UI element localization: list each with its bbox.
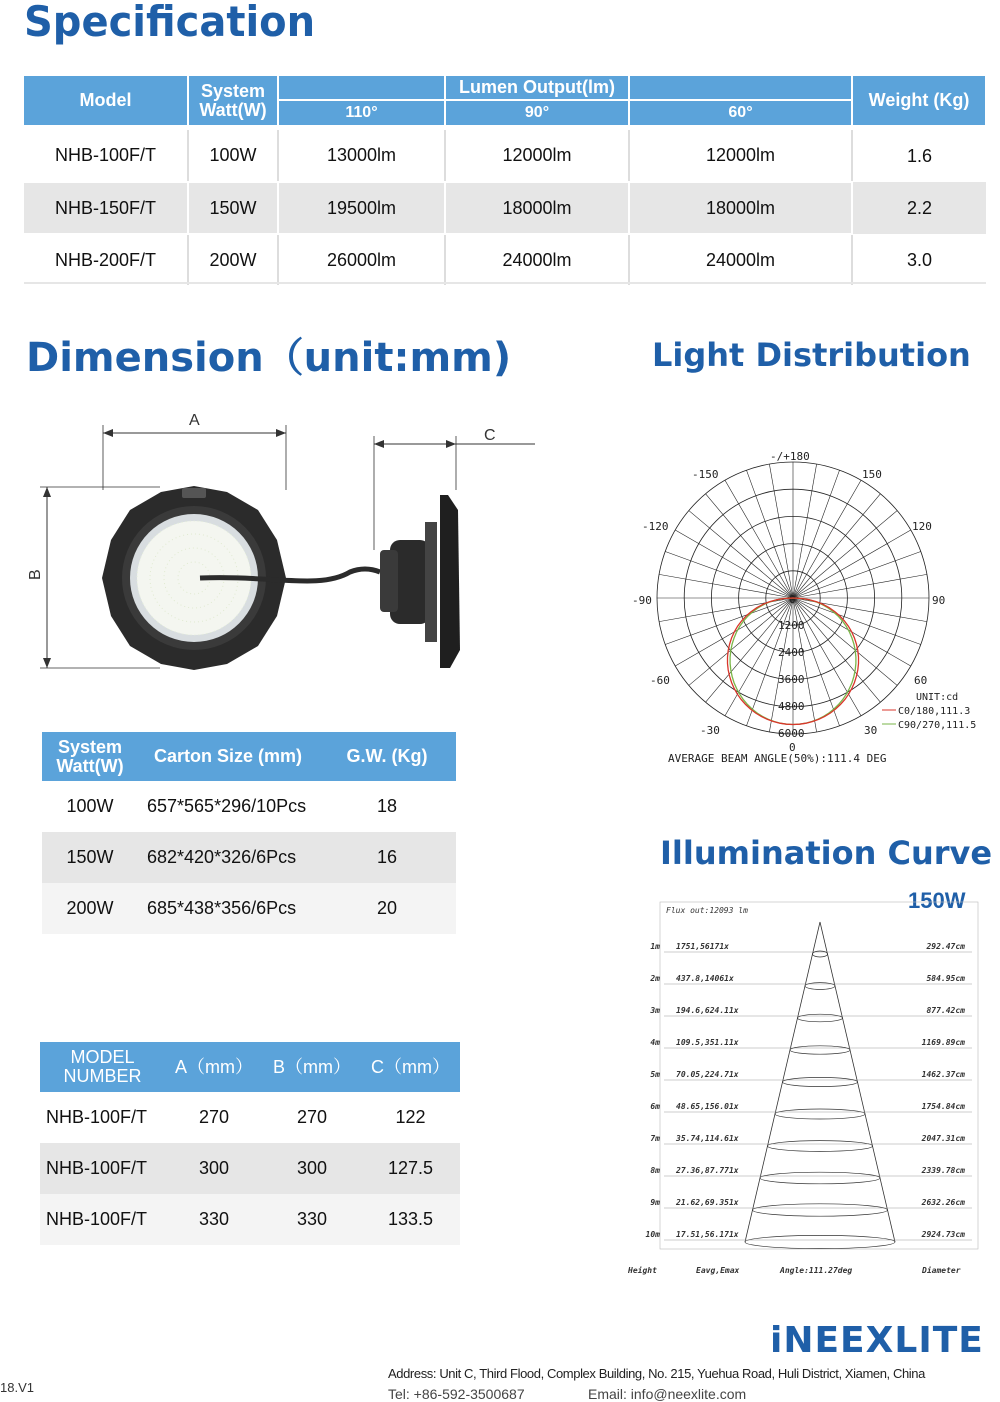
polar-label-p150: 150 — [862, 468, 882, 481]
carton-header-size: Carton Size (mm) — [138, 732, 318, 781]
illum-ellipse — [805, 983, 835, 990]
polar-radial-4800: 4800 — [778, 700, 805, 713]
illum-cone — [745, 922, 895, 1242]
spec-table — [24, 76, 987, 287]
polar-label-m120: -120 — [642, 520, 669, 533]
spec-cell-weight: 2.2 — [906, 197, 933, 218]
dims-cell-b: 330 — [296, 1209, 328, 1229]
illum-footer-diameter: Diameter — [922, 1266, 961, 1275]
spec-cell-l60: 18000lm — [629, 182, 852, 234]
dims-cell-a: 330 — [198, 1209, 230, 1229]
dims-header-model: MODEL NUMBER — [40, 1042, 165, 1092]
spec-header-watt: System Watt(W) — [188, 76, 278, 126]
carton-cell-size: 685*438*356/6Pcs — [147, 898, 297, 918]
dims-cell-c: 133.5 — [387, 1209, 434, 1229]
model-dims-table — [40, 1042, 460, 1245]
dimension-drawing — [20, 400, 550, 690]
polar-radial-2400: 2400 — [778, 646, 805, 659]
spec-cell-l60: 12000lm — [629, 130, 852, 182]
illum-height: 1m — [650, 942, 660, 951]
carton-cell-size: 657*565*296/10Pcs — [147, 796, 307, 816]
illum-height: 6m — [650, 1102, 660, 1111]
dim-label-c: C — [484, 427, 496, 444]
dims-header-b: B（mm） — [263, 1042, 361, 1092]
illum-diameter: 2632.26cm — [921, 1198, 965, 1207]
legend-c0: C0/180,111.3 — [898, 706, 971, 717]
illum-diameter: 1169.89cm — [921, 1038, 965, 1047]
illum-height: 5m — [650, 1070, 660, 1079]
dimension-title: Dimension（unit:mm) — [26, 335, 512, 381]
table-row — [42, 883, 456, 934]
illum-diameter: 292.47cm — [926, 942, 965, 951]
legend-c90: C90/270,111.5 — [898, 720, 977, 731]
illum-height: 3m — [650, 1006, 660, 1015]
polar-radial-1200: 1200 — [778, 619, 805, 632]
footer-email: Email: info@neexlite.com — [588, 1386, 747, 1402]
illum-eavg: 21.62,69.351x — [676, 1198, 739, 1207]
polar-average: AVERAGE BEAM ANGLE(50%):111.4 DEG — [668, 752, 887, 765]
brand-logo: iNEEXLITE — [770, 1320, 984, 1361]
illum-diameter: 2047.31cm — [921, 1134, 965, 1143]
table-row — [24, 130, 986, 182]
spec-cell-model: NHB-100F/T — [24, 130, 188, 182]
light-distribution-title: Light Distribution — [652, 336, 971, 374]
spec-cell-l90: 18000lm — [445, 182, 629, 234]
dims-cell-model: NHB-100F/T — [46, 1107, 148, 1127]
spec-cell-watt: 100W — [188, 130, 278, 182]
spec-cell-watt: 150W — [188, 182, 278, 234]
illum-height: 8m — [650, 1166, 660, 1175]
dims-cell-model: NHB-100F/T — [46, 1158, 148, 1178]
spec-header-angle-110: 110° — [278, 100, 445, 126]
spec-header-lumen: Lumen Output(lm) — [445, 76, 629, 100]
dims-cell-a: 300 — [198, 1158, 230, 1178]
footer-address: Address: Unit C, Third Flood, Complex Building, No. 215, Yuehua Road, Huli District, Xiamen, China — [388, 1366, 925, 1381]
spec-cell-model: NHB-150F/T — [24, 182, 188, 234]
illum-eavg: 27.36,87.771x — [676, 1166, 739, 1175]
spec-header-model: Model — [24, 76, 188, 126]
spec-cell-watt: 200W — [188, 234, 278, 286]
polar-label-p90: 90 — [932, 594, 946, 607]
polar-label-m30: -30 — [700, 724, 720, 737]
illum-eavg: 1751,56171x — [676, 942, 729, 951]
spec-header-angle-60: 60° — [629, 100, 852, 126]
dims-cell-b: 270 — [296, 1107, 328, 1127]
carton-cell-watt: 100W — [66, 796, 114, 816]
dims-cell-c: 122 — [395, 1107, 426, 1127]
table-row — [42, 781, 456, 832]
polar-label-180: -/+180 — [770, 450, 810, 463]
illum-diameter: 1462.37cm — [921, 1070, 965, 1079]
illum-height: 10m — [645, 1230, 660, 1239]
spec-cell-l110: 19500lm — [278, 182, 445, 234]
illum-height: 9m — [650, 1198, 660, 1207]
illum-eavg: 437.8,14061x — [676, 974, 734, 983]
polar-diagram — [620, 440, 990, 770]
carton-cell-gw: 20 — [376, 898, 398, 918]
illum-eavg: 48.65,156.01x — [676, 1102, 739, 1111]
illum-height: 4m — [650, 1038, 660, 1047]
table-row — [24, 182, 986, 234]
dims-header-c: C（mm） — [361, 1042, 460, 1092]
spec-header-weight: Weight (Kg) — [852, 76, 986, 126]
illum-ellipse — [768, 1141, 873, 1152]
illum-height: 2m — [650, 974, 660, 983]
dims-cell-c: 127.5 — [387, 1158, 434, 1178]
illum-height: 7m — [650, 1134, 660, 1143]
dims-header-a: A（mm） — [165, 1042, 263, 1092]
illum-diameter: 2339.78cm — [921, 1166, 965, 1175]
illum-ellipse — [775, 1109, 865, 1119]
table-row — [24, 234, 986, 286]
illumination-title: Illumination Curve — [660, 834, 993, 872]
table-row — [40, 1194, 460, 1245]
dims-cell-b: 300 — [296, 1158, 328, 1178]
carton-table — [42, 732, 456, 934]
polar-label-0: 0 — [789, 741, 796, 754]
dim-label-a: A — [189, 412, 200, 429]
illum-ellipse — [753, 1204, 888, 1216]
spec-bottom-rule — [24, 282, 986, 284]
illum-diameter: 2924.73cm — [921, 1230, 965, 1239]
spec-cell-l90: 24000lm — [445, 234, 629, 286]
carton-cell-size: 682*420*326/6Pcs — [147, 847, 297, 867]
polar-unit: UNIT:cd — [916, 692, 959, 703]
illumination-flux: Flux out:12093 lm — [666, 906, 748, 915]
illum-footer-eavg: Eavg,Emax — [696, 1266, 740, 1275]
polar-radial-6000: 6000 — [778, 727, 805, 740]
illumination-diagram — [620, 900, 980, 1280]
polar-label-m150: -150 — [692, 468, 719, 481]
spec-cell-l110: 26000lm — [278, 234, 445, 286]
footer-version: 18.V1 — [0, 1380, 34, 1395]
table-row — [40, 1143, 460, 1194]
spec-cell-l110: 13000lm — [278, 130, 445, 182]
carton-header-gw: G.W. (Kg) — [318, 732, 456, 781]
illum-diameter: 877.42cm — [926, 1006, 965, 1015]
dim-label-b: B — [27, 569, 44, 580]
illum-ellipse — [783, 1077, 858, 1086]
carton-cell-gw: 16 — [376, 847, 398, 867]
dims-cell-a: 270 — [198, 1107, 230, 1127]
carton-cell-watt: 200W — [66, 898, 114, 918]
illum-ellipse — [760, 1172, 880, 1184]
spec-cell-model: NHB-200F/T — [24, 234, 188, 286]
polar-label-p30: 30 — [864, 724, 878, 737]
spec-header-angle-90: 90° — [445, 100, 629, 126]
spec-cell-weight: 3.0 — [906, 249, 933, 270]
table-row — [40, 1092, 460, 1143]
illum-eavg: 17.51,56.171x — [676, 1230, 739, 1239]
illumination-watt: 150W — [908, 888, 966, 913]
polar-label-m60: -60 — [650, 674, 670, 687]
illum-ellipse — [790, 1046, 850, 1054]
illum-eavg: 70.05,224.71x — [676, 1070, 739, 1079]
illum-footer-height: Height — [628, 1266, 657, 1275]
spec-cell-weight: 1.6 — [906, 145, 933, 166]
illum-ellipse — [745, 1235, 895, 1248]
polar-label-p60: 60 — [914, 674, 928, 687]
dims-cell-model: NHB-100F/T — [46, 1209, 148, 1229]
table-row — [42, 832, 456, 883]
illum-eavg: 35.74,114.61x — [676, 1134, 739, 1143]
polar-radial-0: 0 — [789, 593, 796, 606]
illum-diameter: 1754.84cm — [921, 1102, 965, 1111]
carton-header-watt: System Watt(W) — [42, 732, 138, 781]
illum-ellipse — [798, 1014, 843, 1022]
carton-cell-gw: 18 — [376, 796, 398, 816]
spec-cell-l90: 12000lm — [445, 130, 629, 182]
illum-diameter: 584.95cm — [926, 974, 965, 983]
illum-eavg: 109.5,351.11x — [676, 1038, 739, 1047]
spec-cell-l60: 24000lm — [629, 234, 852, 286]
illum-eavg: 194.6,624.11x — [676, 1006, 739, 1015]
polar-radial-3600: 3600 — [778, 673, 805, 686]
carton-cell-watt: 150W — [66, 847, 114, 867]
polar-label-p120: 120 — [912, 520, 932, 533]
footer-tel: Tel: +86-592-3500687 — [388, 1386, 525, 1402]
spec-title: Specification — [24, 0, 316, 47]
illum-footer-angle: Angle:111.27deg — [780, 1266, 853, 1275]
polar-label-m90: -90 — [632, 594, 652, 607]
